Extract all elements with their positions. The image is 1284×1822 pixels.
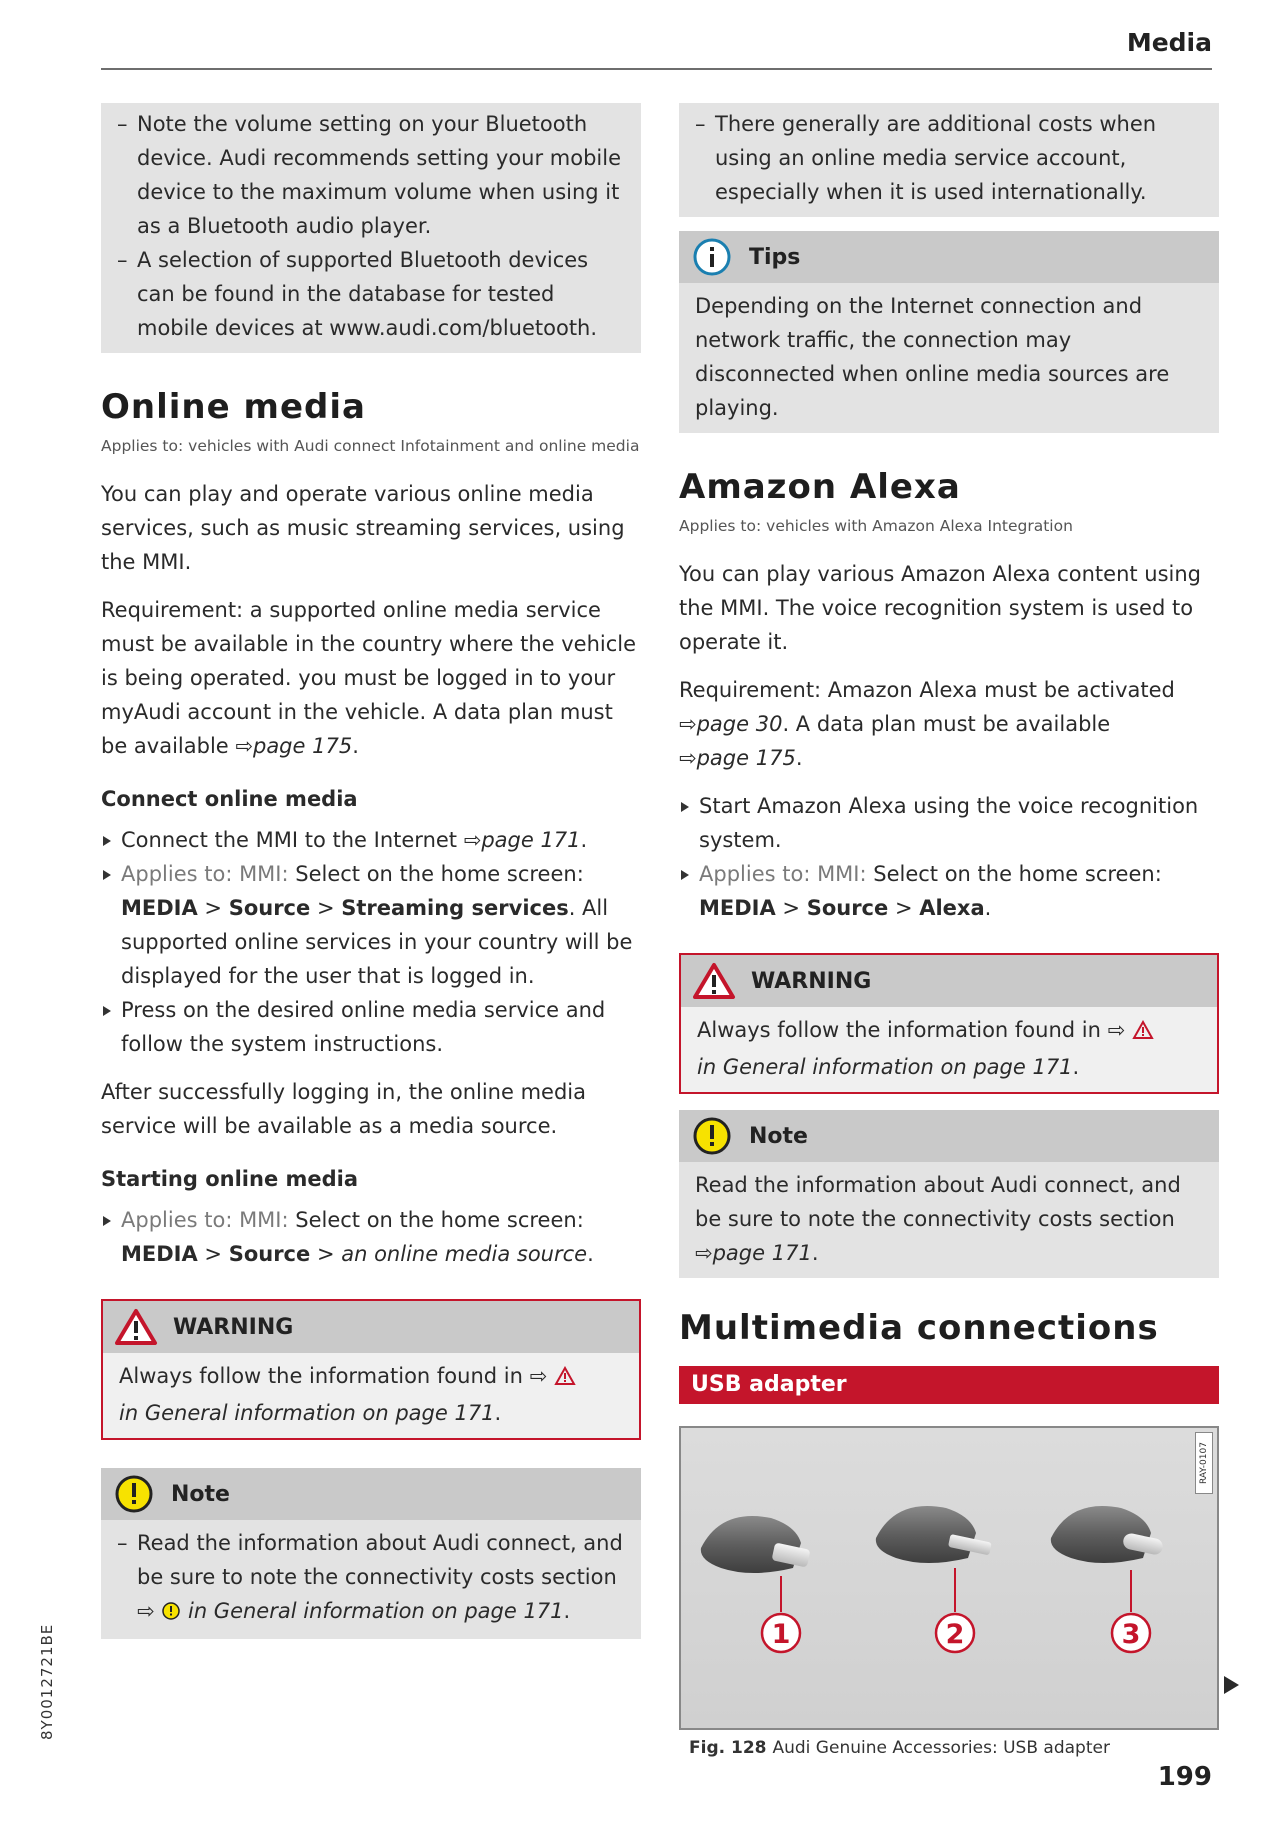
step-item: Press on the desired online media service and follow the system instructions.: [101, 993, 641, 1061]
note-title: Note: [749, 1123, 808, 1149]
requirement-end: .: [795, 746, 803, 770]
starting-steps: [101, 1203, 641, 1271]
bluetooth-notes-box: [101, 103, 641, 353]
warning-end: .: [1072, 1055, 1080, 1079]
menu-path-alexa: Alexa: [919, 896, 985, 920]
online-media-requirement: [101, 593, 641, 763]
note-end: .: [811, 1241, 819, 1265]
requirement-text: Requirement: Amazon Alexa must be activated: [679, 678, 1175, 702]
amazon-alexa-heading: Amazon Alexa: [679, 467, 961, 507]
warning-triangle-icon: [113, 1307, 159, 1347]
lightning-adapter: [876, 1506, 992, 1612]
warning-header: [681, 955, 1217, 1007]
requirement-text: Requirement: a supported online media service must be available in the country where the vehicle is being operated. you must be logged in to your myAudi account in the vehicle. A data plan must be available: [101, 598, 637, 758]
page-header-title: Media: [1126, 28, 1212, 57]
starting-online-media-heading: Starting online media: [101, 1167, 359, 1191]
figure-label: Fig. 128: [689, 1738, 767, 1758]
online-media-heading: Online media: [101, 387, 366, 427]
callout-1-label: 1: [771, 1619, 791, 1650]
step-text: Select on the home screen:: [288, 862, 584, 886]
warning-small-triangle-icon: [1132, 1016, 1154, 1050]
connect-online-media-heading: Connect online media: [101, 787, 358, 811]
tips-header: [679, 231, 1219, 283]
menu-path-source-item: an online media source: [341, 1242, 588, 1266]
document-code: 8Y0012721BE: [38, 1623, 56, 1740]
step-item: Applies to: MMI: Select on the home screen: MEDIA > Source > an online media source.: [101, 1203, 641, 1271]
step-item: [101, 823, 641, 857]
note-reference-link[interactable]: in General information on page 171: [187, 1599, 564, 1623]
exclamation-circle-icon: [111, 1474, 157, 1514]
requirement-mid: . A data plan must be available: [782, 712, 1111, 736]
step-text: Select on the home screen:: [866, 862, 1162, 886]
tips-body: Depending on the Internet connection and network traffic, the connection may disconnected when online media sources are playing.: [679, 283, 1219, 433]
note-header: [679, 1110, 1219, 1162]
usb-adapter-bar: USB adapter: [679, 1366, 1219, 1404]
note-header: [101, 1468, 641, 1520]
menu-path-source: Source: [228, 1242, 311, 1266]
costs-box: [679, 103, 1219, 217]
figure-code: RAY-0107: [1195, 1432, 1213, 1494]
page-number: 199: [1157, 1762, 1212, 1792]
online-media-applies: Applies to: vehicles with Audi connect Infotainment and online media: [101, 437, 640, 455]
alexa-intro: You can play various Amazon Alexa content using the MMI. The voice recognition system is used to operate it.: [679, 562, 1202, 654]
alexa-steps: [679, 789, 1219, 925]
warning-text: Always follow the information found in ⇨: [697, 1018, 1126, 1042]
warning-text: Always follow the information found in ⇨: [119, 1364, 548, 1388]
warning-end: .: [494, 1401, 502, 1425]
note-callout: [679, 1110, 1219, 1278]
tips-callout: [679, 231, 1219, 433]
list-item: – A selection of supported Bluetooth devices can be found in the database for tested mobile devices at www.audi.com/bluetooth.: [117, 243, 625, 345]
applies-label: Applies to: MMI:: [121, 862, 289, 886]
note-end: .: [563, 1599, 571, 1623]
warning-body: [103, 1353, 639, 1438]
page-reference-link[interactable]: ⇨page 175: [679, 746, 796, 770]
warning-title: WARNING: [751, 968, 872, 994]
warning-body: [681, 1007, 1217, 1092]
usb-adapter-figure: [679, 1426, 1219, 1730]
info-circle-icon: [689, 237, 735, 277]
page-reference-link[interactable]: ⇨page 30: [679, 712, 783, 736]
warning-title: WARNING: [173, 1314, 294, 1340]
header-rule: [101, 68, 1212, 70]
menu-path-media: MEDIA: [699, 896, 776, 920]
note-callout: [101, 1468, 641, 1639]
step-text: Select on the home screen:: [288, 1208, 584, 1232]
connect-steps: [101, 823, 641, 1061]
tips-title: Tips: [749, 244, 801, 270]
warning-callout: [101, 1299, 641, 1440]
step-text: Connect the MMI to the Internet: [121, 828, 464, 852]
page-reference-link[interactable]: ⇨page 171: [463, 828, 581, 852]
note-text: Read the information about Audi connect, and be sure to note the connectivity costs section ⇨: [137, 1531, 623, 1623]
step-item: Start Amazon Alexa using the voice recognition system.: [679, 789, 1219, 857]
list-item: [117, 1526, 625, 1631]
step-item: Applies to: MMI: Select on the home screen: MEDIA > Source > Streaming services. All supported online services in your country will be displayed for the user that is logged in.: [101, 857, 641, 993]
applies-label: Applies to: MMI:: [121, 1208, 289, 1232]
note-small-exclamation-icon: [161, 1597, 181, 1631]
right-column: [679, 103, 1219, 1758]
after-login-text: After successfully logging in, the online media service will be available as a media source.: [101, 1080, 586, 1138]
menu-path-media: MEDIA: [121, 1242, 198, 1266]
warning-header: [103, 1301, 639, 1353]
list-item: – Note the volume setting on your Bluetooth device. Audi recommends setting your mobile device to the maximum volume when using it as a Bluetooth audio player.: [117, 107, 625, 243]
note-body: [679, 1162, 1219, 1278]
menu-path-source: Source: [228, 896, 311, 920]
multimedia-connections-heading: Multimedia connections: [679, 1308, 1159, 1348]
exclamation-circle-icon: [689, 1116, 735, 1156]
step-end: .: [984, 896, 992, 920]
list-item: – There generally are additional costs when using an online media service account, especially when it is used internationally.: [695, 107, 1203, 209]
usb-c-adapter: [1051, 1506, 1164, 1612]
note-text: Read the information about Audi connect, and be sure to note the connectivity costs section: [695, 1173, 1181, 1231]
figure-caption-text: Audi Genuine Accessories: USB adapter: [772, 1738, 1110, 1758]
step-end: .: [580, 828, 588, 852]
step-end: .: [587, 1242, 594, 1266]
left-column: [101, 103, 641, 1639]
online-media-intro: You can play and operate various online media services, such as music streaming services, using the MMI.: [101, 482, 625, 574]
warning-triangle-icon: [691, 961, 737, 1001]
warning-callout: [679, 953, 1219, 1094]
note-title: Note: [171, 1481, 230, 1507]
callout-3-label: 3: [1121, 1619, 1141, 1650]
note-body: [101, 1520, 641, 1639]
step-rest: . All supported online services in your country will be displayed for the user that is logged in.: [121, 896, 633, 988]
menu-path-streaming: Streaming services: [341, 896, 569, 920]
requirement-end: .: [352, 734, 359, 758]
warning-reference-link[interactable]: in General information on page 171: [697, 1055, 1073, 1079]
micro-usb-adapter: [701, 1516, 811, 1612]
menu-path-media: MEDIA: [121, 896, 198, 920]
continue-arrow-icon: [1224, 1676, 1239, 1694]
alexa-requirement: [679, 673, 1219, 775]
warning-reference-link[interactable]: in General information on page 171: [119, 1401, 495, 1425]
figure-caption: [679, 1738, 1219, 1758]
applies-label: Applies to: MMI:: [699, 862, 867, 886]
step-item: Applies to: MMI: Select on the home screen: MEDIA > Source > Alexa.: [679, 857, 1219, 925]
page-reference-link[interactable]: ⇨page 175: [235, 734, 353, 758]
menu-path-source: Source: [806, 896, 889, 920]
alexa-applies: Applies to: vehicles with Amazon Alexa Integration: [679, 517, 1073, 535]
warning-small-triangle-icon: [554, 1362, 576, 1396]
callout-2-label: 2: [945, 1619, 965, 1650]
usb-adapters-illustration: [681, 1428, 1217, 1728]
note-reference-link[interactable]: ⇨page 171: [695, 1241, 812, 1265]
